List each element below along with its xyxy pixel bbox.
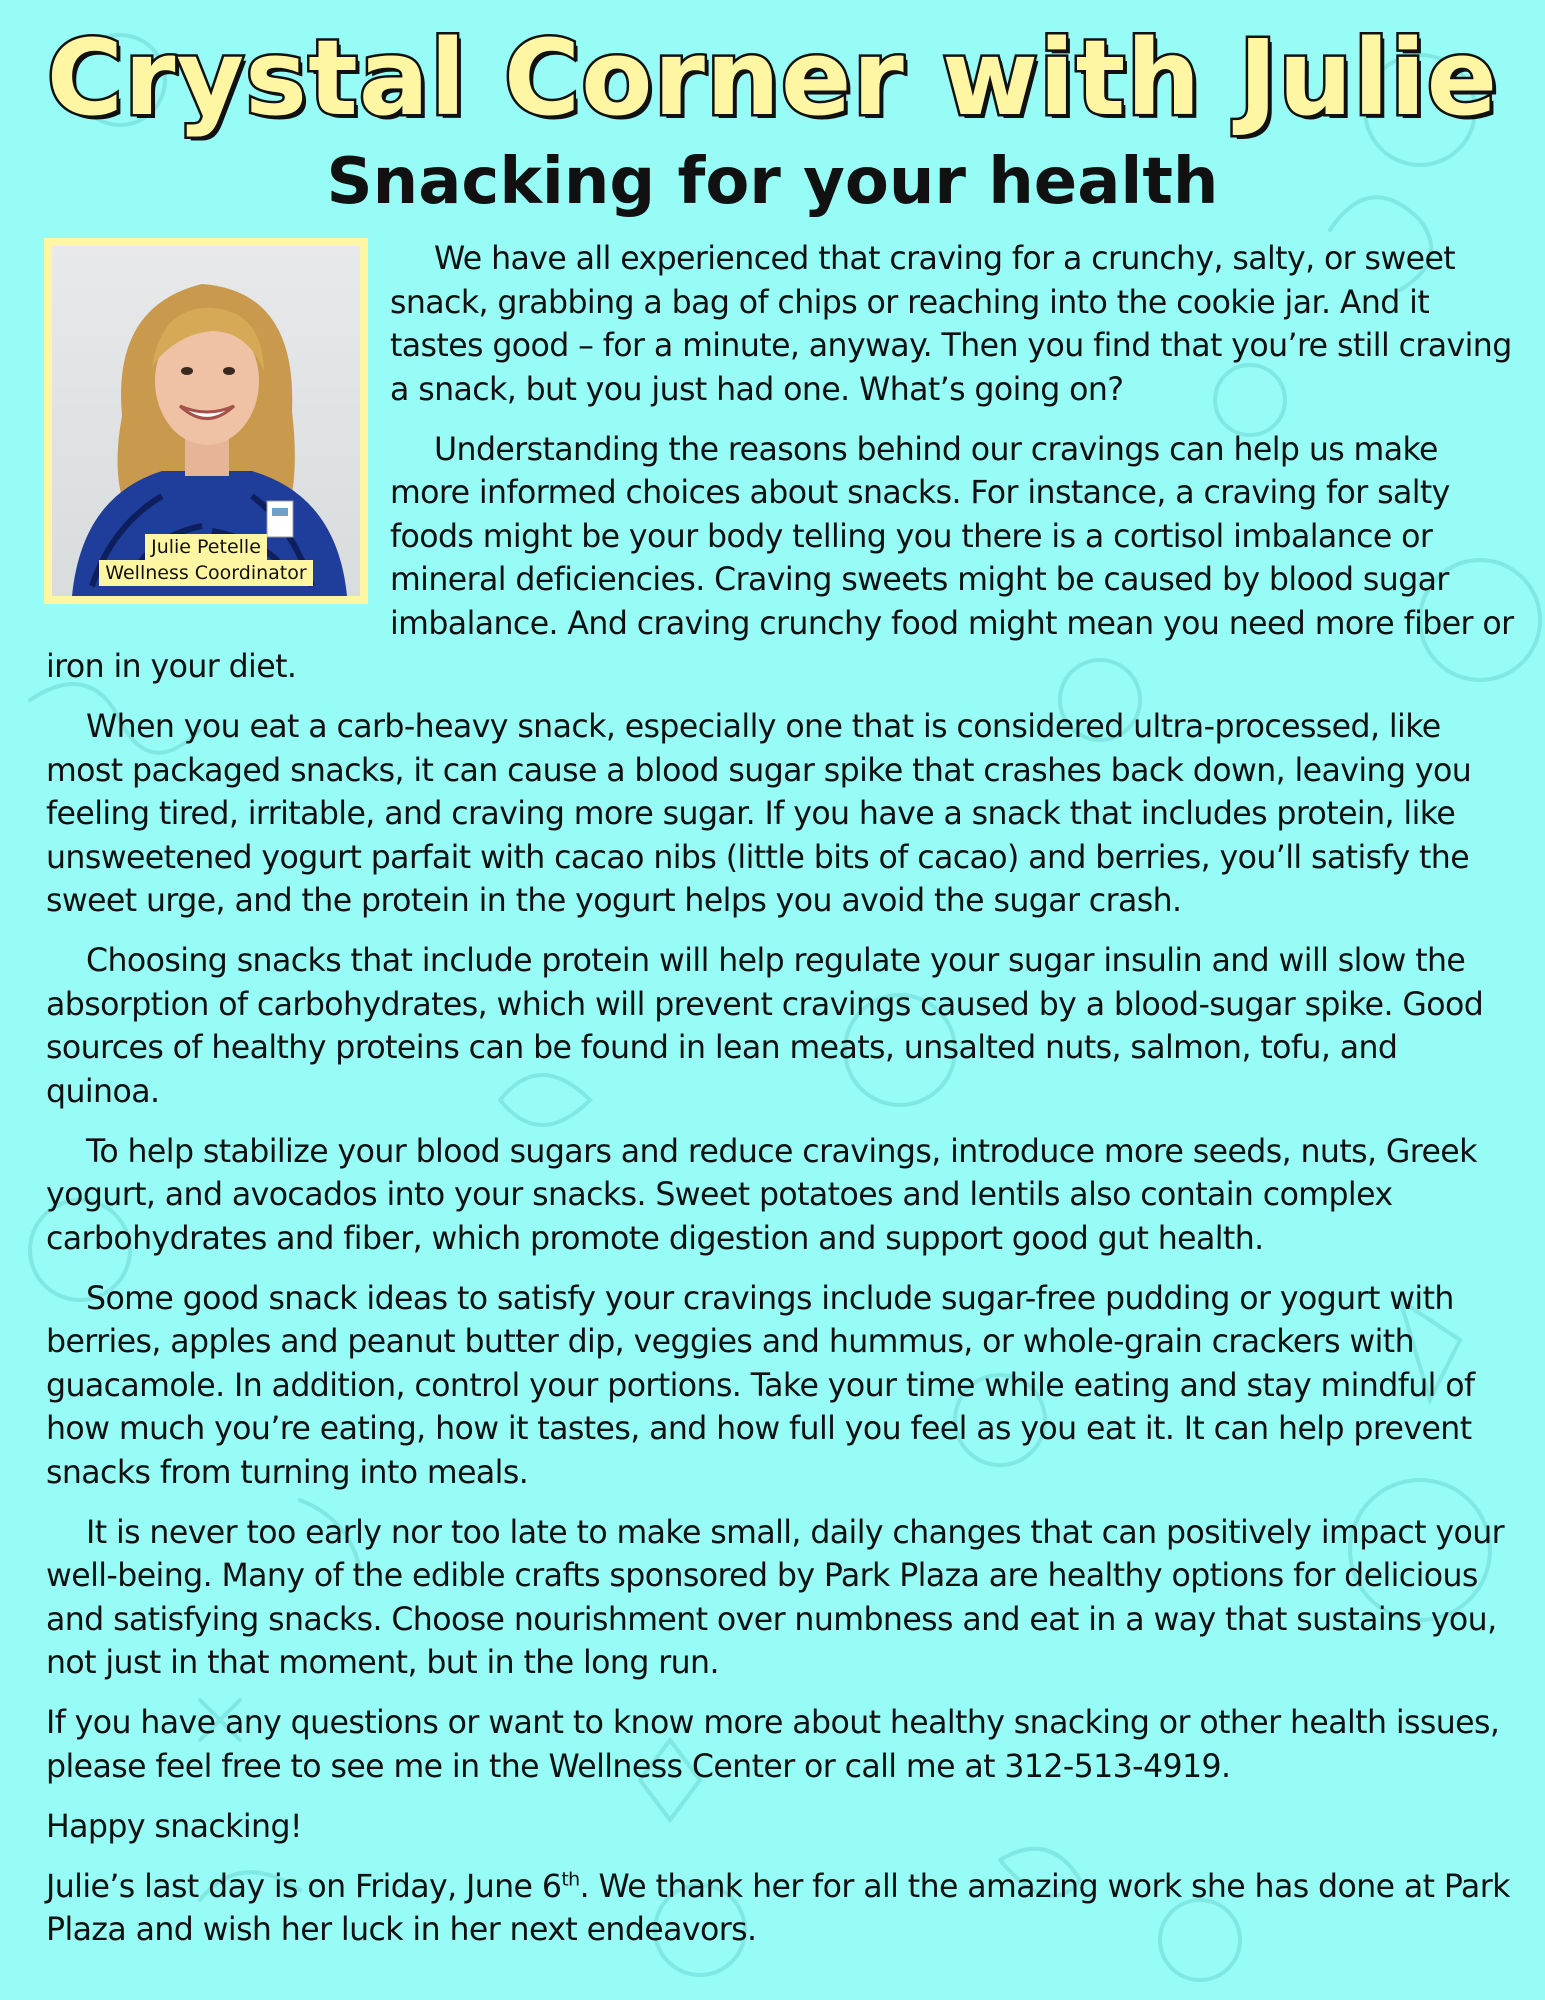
- farewell-text-start: Julie’s last day is on Friday, June 6: [46, 1868, 562, 1905]
- page-title: Crystal Corner with Julie: [46, 17, 1499, 139]
- caption-role: Wellness Coordinator: [99, 560, 312, 586]
- paragraph-8: If you have any questions or want to know more about healthy snacking or other health issues, please feel free to see me in the Wellness Center or call me at 312-513-4919.: [46, 1705, 1500, 1785]
- caption-name: Julie Petelle: [145, 534, 267, 560]
- paragraph-1: We have all experienced that craving for a crunchy, salty, or sweet snack, grabbing a bag of chips or reaching into the cookie jar. And it tastes good – for a minute, anyway. Then you find that you’re still craving a snack, but you just had one. What’s going on?: [390, 241, 1512, 408]
- photo-float-spacer: [46, 238, 390, 616]
- paragraph-2: Understanding the reasons behind our cravings can help us make more informed choices about snacks. For instance, a craving for salty foods might be your body telling you there is a cortisol imbalance or mineral deficiencies. Craving sweets might be caused by blood sugar imbalance. And craving crunchy food might mean you need more fiber or iron in your diet.: [46, 431, 1514, 685]
- paragraph-5: To help stabilize your blood sugars and reduce cravings, introduce more seeds, nuts, Greek yogurt, and avocados into your snacks. Sweet potatoes and lentils also contain complex carbohydrates and fiber, which promote digestion and support good gut health.: [46, 1133, 1477, 1257]
- paragraph-9: Happy snacking!: [46, 1808, 302, 1845]
- paragraph-7: It is never too early nor too late to make small, daily changes that can positively impact your well-being. Many of the edible crafts sponsored by Park Plaza are healthy options for delicious and satisfying snacks. Choose nourishment over numbness and eat in a way that sustains you, not just in that moment, but in the long run.: [46, 1514, 1505, 1681]
- farewell-text-end: . We thank her for all the amazing work she has done at Park Plaza and wish her luck in her next endeavors.: [46, 1868, 1510, 1948]
- ordinal-suffix: th: [561, 1867, 580, 1890]
- paragraph-3: When you eat a carb-heavy snack, especially one that is considered ultra-processed, like most packaged snacks, it can cause a blood sugar spike that crashes back down, leaving you feeling tired, irritable, and craving more sugar. If you have a snack that includes protein, like unsweetened yogurt parfait with cacao nibs (little bits of cacao) and berries, you’ll satisfy the sweet urge, and the protein in the yogurt helps you avoid the sugar crash.: [46, 709, 1472, 919]
- article-body: [46, 238, 1516, 1969]
- paragraph-4: Choosing snacks that include protein will help regulate your sugar insulin and will slow the absorption of carbohydrates, which will prevent cravings caused by a blood-sugar spike. Good sources of healthy proteins can be found in lean meats, unsalted nuts, salmon, tofu, and quinoa.: [46, 943, 1484, 1110]
- paragraph-10: [46, 1866, 1516, 1953]
- page-subtitle: Snacking for your health: [326, 145, 1219, 219]
- paragraph-6: Some good snack ideas to satisfy your cravings include sugar-free pudding or yogurt with berries, apples and peanut butter dip, veggies and hummus, or whole-grain crackers with guacamole. In addition, control your portions. Take your time while eating and stay mindful of how much you’re eating, how it tastes, and how full you feel as you eat it. It can help prevent snacks from turning into meals.: [46, 1280, 1475, 1491]
